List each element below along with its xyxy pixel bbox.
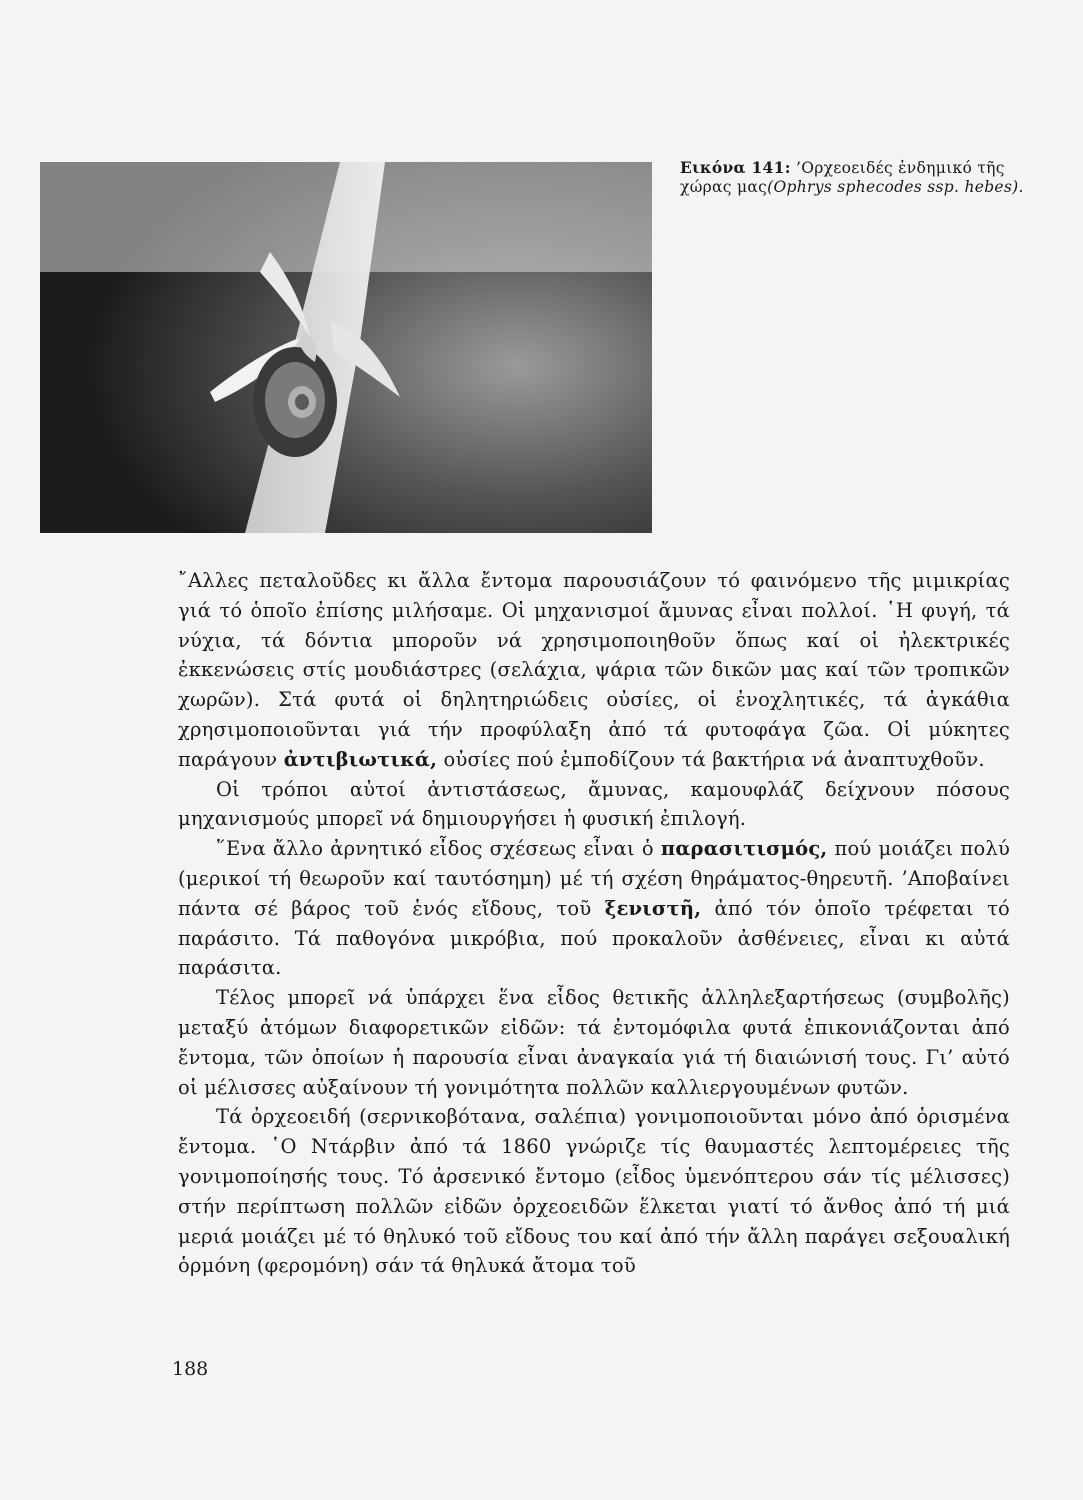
paragraph-4 (178, 983, 1010, 1102)
figure-species: (Ophrys sphecodes ssp. hebes). (767, 178, 1024, 196)
body-text (178, 566, 1010, 1281)
term-parasitism: παρασιτισμός, (660, 837, 828, 861)
paragraph-text: ῎Αλλες πεταλοῦδες κι ἄλλα ἔντομα παρουσιάζουν τό φαινόμενο τῆς μιμικρίας γιά τό ὁποῖο ἐπίσης μιλήσαμε. Οἱ μηχανισμοί ἄμυνας εἶναι πολλοί. ῾Η φυγή, τά νύχια, τά δόντια μποροῦν νά χρησιμοποιηθοῦν ὅπως καί οἱ ἠλεκτρικές ἐκκενώσεις στίς μουδιάστρες (σελάχια, ψάρια τῶν δικῶν μας καί τῶν τροπικῶν χωρῶν). Στά φυτά οἱ δηλητηριώδεις οὐσίες, οἱ ἐνοχλητικές, τά ἀγκάθια χρησιμοποιοῦνται γιά τήν προφύλαξη ἀπό τά φυτοφάγα ζῶα. Οἱ μύκητες παράγουν (178, 569, 1010, 771)
orchid-illustration (40, 162, 652, 533)
figure-caption-text: ’Ορχεοειδές ἐνδημικό τῆς χώρας μας (680, 159, 1005, 196)
figure-label: Εικόνα 141: (680, 158, 791, 177)
paragraph-text: οὐσίες πού ἐμποδίζουν τά βακτήρια νά ἀναπτυχθοῦν. (437, 747, 985, 771)
paragraph-text: Οἱ τρόποι αὐτοί ἀντιστάσεως, ἄμυνας, καμουφλάζ δείχνουν πόσους μηχανισμούς μπορεῖ νά δημιουργήσει ἡ φυσική ἐπιλογή. (178, 777, 1010, 831)
figure-caption (680, 158, 1025, 197)
orchid-photo (40, 162, 652, 533)
paragraph-2 (178, 775, 1010, 835)
paragraph-text: πού μοιάζει πολύ (μερικοί τή θεωροῦν καί ταυτόσημη) μέ τή σχέση θηράματος-θηρευτῆ. ’Αποβαίνει πάντα σέ βάρος τοῦ ἑνός εἴδους, τοῦ (178, 837, 1011, 920)
paragraph-5 (178, 1102, 1010, 1281)
term-antibiotics: ἀντιβιωτικά, (283, 747, 438, 771)
paragraph-text: Τά ὀρχεοειδή (σερνικοβότανα, σαλέπια) γονιμοποιοῦνται μόνο ἀπό ὁρισμένα ἔντομα. ῾Ο Ντάρβιν ἀπό τά 1860 γνώριζε τίς θαυμαστές λεπτομέρειες τῆς γονιμοποίησής τους. Τό ἀρσενικό ἔντομο (εἶδος ὑμενόπτερου σάν τίς μέλισσες) στήν περίπτωση πολλῶν εἰδῶν ὀρχεοειδῶν ἕλκεται γιατί τό ἄνθος ἀπό τή μιά μεριά μοιάζει μέ τό θηλυκό τοῦ εἴδους του καί ἀπό τήν ἄλλη παράγει σεξουαλική ὁρμόνη (φερομόνη) σάν τά θηλυκά ἄτομα τοῦ (178, 1105, 1010, 1278)
paragraph-text: Τέλος μπορεῖ νά ὑπάρχει ἕνα εἶδος θετικῆς ἀλληλεξαρτήσεως (συμβολῆς) μεταξύ ἀτόμων διαφορετικῶν εἰδῶν: τά ἐντομόφιλα φυτά ἐπικονιάζονται ἀπό ἔντομα, τῶν ὁποίων ἡ παρουσία εἶναι ἀναγκαία γιά τή διαιώνισή τους. Γι’ αὐτό οἱ μέλισσες αὐξαίνουν τή γονιμότητα πολλῶν καλλιεργουμένων φυτῶν. (178, 986, 1010, 1099)
paragraph-1 (178, 566, 1010, 775)
page-number: 188 (172, 1358, 209, 1380)
paragraph-text: ῞Ενα ἄλλο ἀρνητικό εἶδος σχέσεως εἶναι ὁ (216, 837, 661, 861)
paragraph-text: ἀπό τόν ὁποῖο τρέφεται τό παράσιτο. Τά παθογόνα μικρόβια, πού προκαλοῦν ἀσθένειες, εἶναι κι αὐτά παράσιτα. (178, 896, 1010, 980)
paragraph-3 (178, 834, 1010, 983)
term-host: ξενιστῆ, (604, 896, 702, 920)
